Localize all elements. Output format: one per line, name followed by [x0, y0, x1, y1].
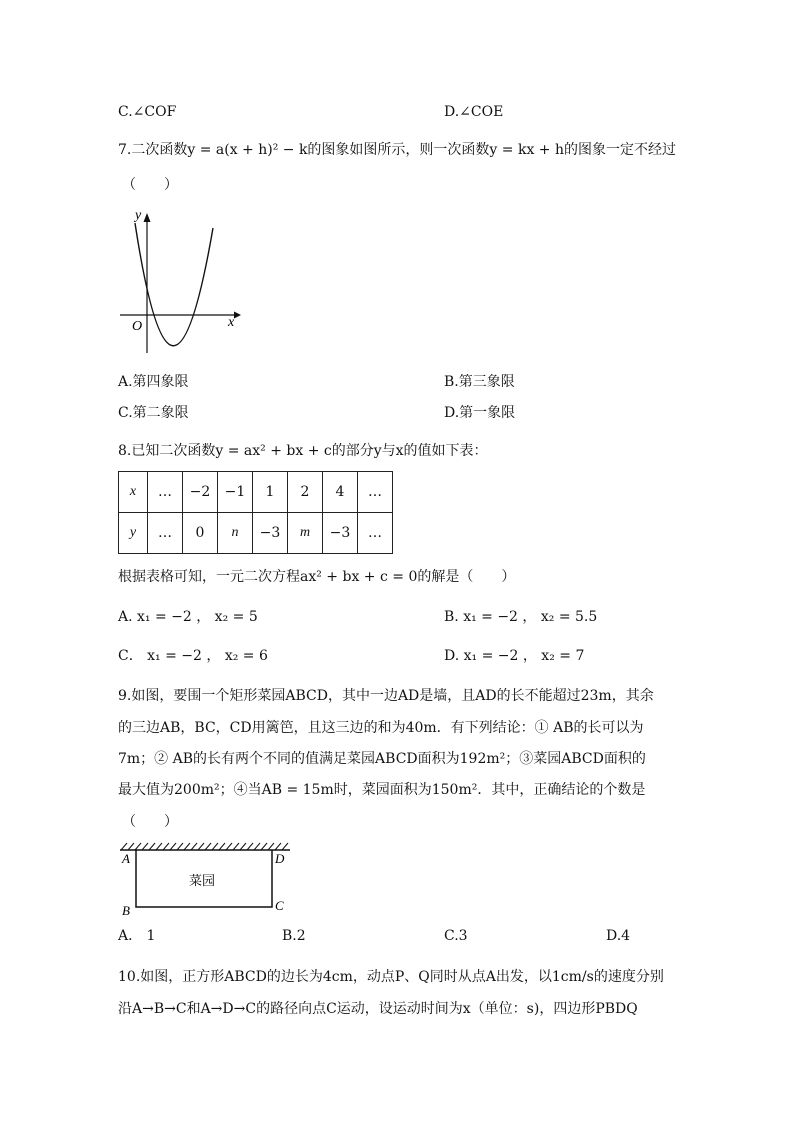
q7-option-d: D.第一象限	[444, 405, 516, 421]
table-cell: 4	[323, 472, 358, 513]
q8-option-c: C． x₁ = −2 ， x₂ = 6	[118, 648, 268, 664]
table-cell: 1	[253, 472, 288, 513]
q10-line-2: 沿A→B→C和A→D→C的路径向点C运动，设运动时间为x（单位：s)，四边形PBDQ	[118, 1001, 638, 1017]
vertex-c-label: C	[275, 898, 284, 913]
table-cell: 2	[288, 472, 323, 513]
q7-option-a: A.第四象限	[118, 374, 189, 390]
x-axis-arrow	[234, 312, 241, 319]
q10-line-1: 10.如图，正方形ABCD的边长为4cm，动点P、Q同时从点A出发，以1cm/s的速度分别	[118, 969, 664, 985]
y-axis-arrow	[144, 213, 151, 222]
q8-stem: 8.已知二次函数y = ax² + bx + c的部分y与x的值如下表：	[118, 443, 488, 459]
x-axis-label: x	[228, 315, 235, 330]
table-cell: x	[119, 472, 148, 513]
origin-label: O	[132, 319, 143, 334]
q8-value-table	[118, 471, 393, 554]
q7-parabola-graph	[110, 203, 250, 363]
q8-option-b: B. x₁ = −2 ， x₂ = 5.5	[444, 609, 598, 625]
table-cell: m	[288, 513, 323, 554]
table-cell: −3	[323, 513, 358, 554]
q9-option-c: C.3	[444, 928, 468, 944]
table-cell: 0	[183, 513, 218, 554]
vertex-b-label: B	[122, 903, 130, 918]
vertex-a-label: A	[122, 851, 130, 866]
table-cell: −2	[183, 472, 218, 513]
q9-line-1: 9.如图，要围一个矩形菜园ABCD，其中一边AD是墙，且AD的长不能超过23m，其余	[118, 688, 654, 704]
q9-line-4: 最大值为200m²；④当AB = 15m时，菜园面积为150m²．其中，正确结论的个数是	[118, 782, 646, 798]
q9-option-a: A． 1	[118, 928, 156, 944]
y-axis-label: y	[135, 208, 142, 223]
table-cell: …	[358, 472, 393, 513]
q8-option-d: D. x₁ = −2 ， x₂ = 7	[444, 648, 585, 664]
table-row-y	[119, 513, 393, 554]
q9-option-d: D.4	[606, 928, 631, 944]
q9-garden-figure	[115, 836, 295, 918]
table-cell: …	[148, 513, 183, 554]
table-cell: …	[148, 472, 183, 513]
q7-stem: 7.二次函数y = a(x + h)² − k的图象如图所示，则一次函数y = kx + h的图象一定不经过	[118, 142, 677, 158]
vertex-d-label: D	[275, 851, 285, 866]
wall-hatching	[121, 843, 288, 850]
q7-option-b: B.第三象限	[444, 374, 515, 390]
q6-option-d: D.∠COE	[444, 104, 504, 120]
q7-answer-paren: （ ）	[122, 177, 178, 193]
q8-option-a: A. x₁ = −2 ， x₂ = 5	[118, 609, 258, 625]
q9-answer-paren: （ ）	[122, 814, 178, 830]
q9-line-2: 的三边AB，BC，CD用篱笆，且这三边的和为40m．有下列结论：① AB的长可以为	[118, 720, 644, 736]
table-cell: −1	[218, 472, 253, 513]
table-row-x	[119, 472, 393, 513]
q6-option-c: C.∠COF	[118, 104, 177, 120]
q9-option-b: B.2	[282, 928, 306, 944]
table-cell: …	[358, 513, 393, 554]
table-cell: y	[119, 513, 148, 554]
q9-line-3: 7m；② AB的长有两个不同的值满足菜园ABCD面积为192m²；③菜园ABCD面积的	[118, 751, 646, 767]
table-cell: n	[218, 513, 253, 554]
q8-question: 根据表格可知，一元二次方程ax² + bx + c = 0的解是（ ）	[118, 569, 516, 585]
q7-option-c: C.第二象限	[118, 405, 189, 421]
table-cell: −3	[253, 513, 288, 554]
garden-label: 菜园	[189, 874, 216, 889]
